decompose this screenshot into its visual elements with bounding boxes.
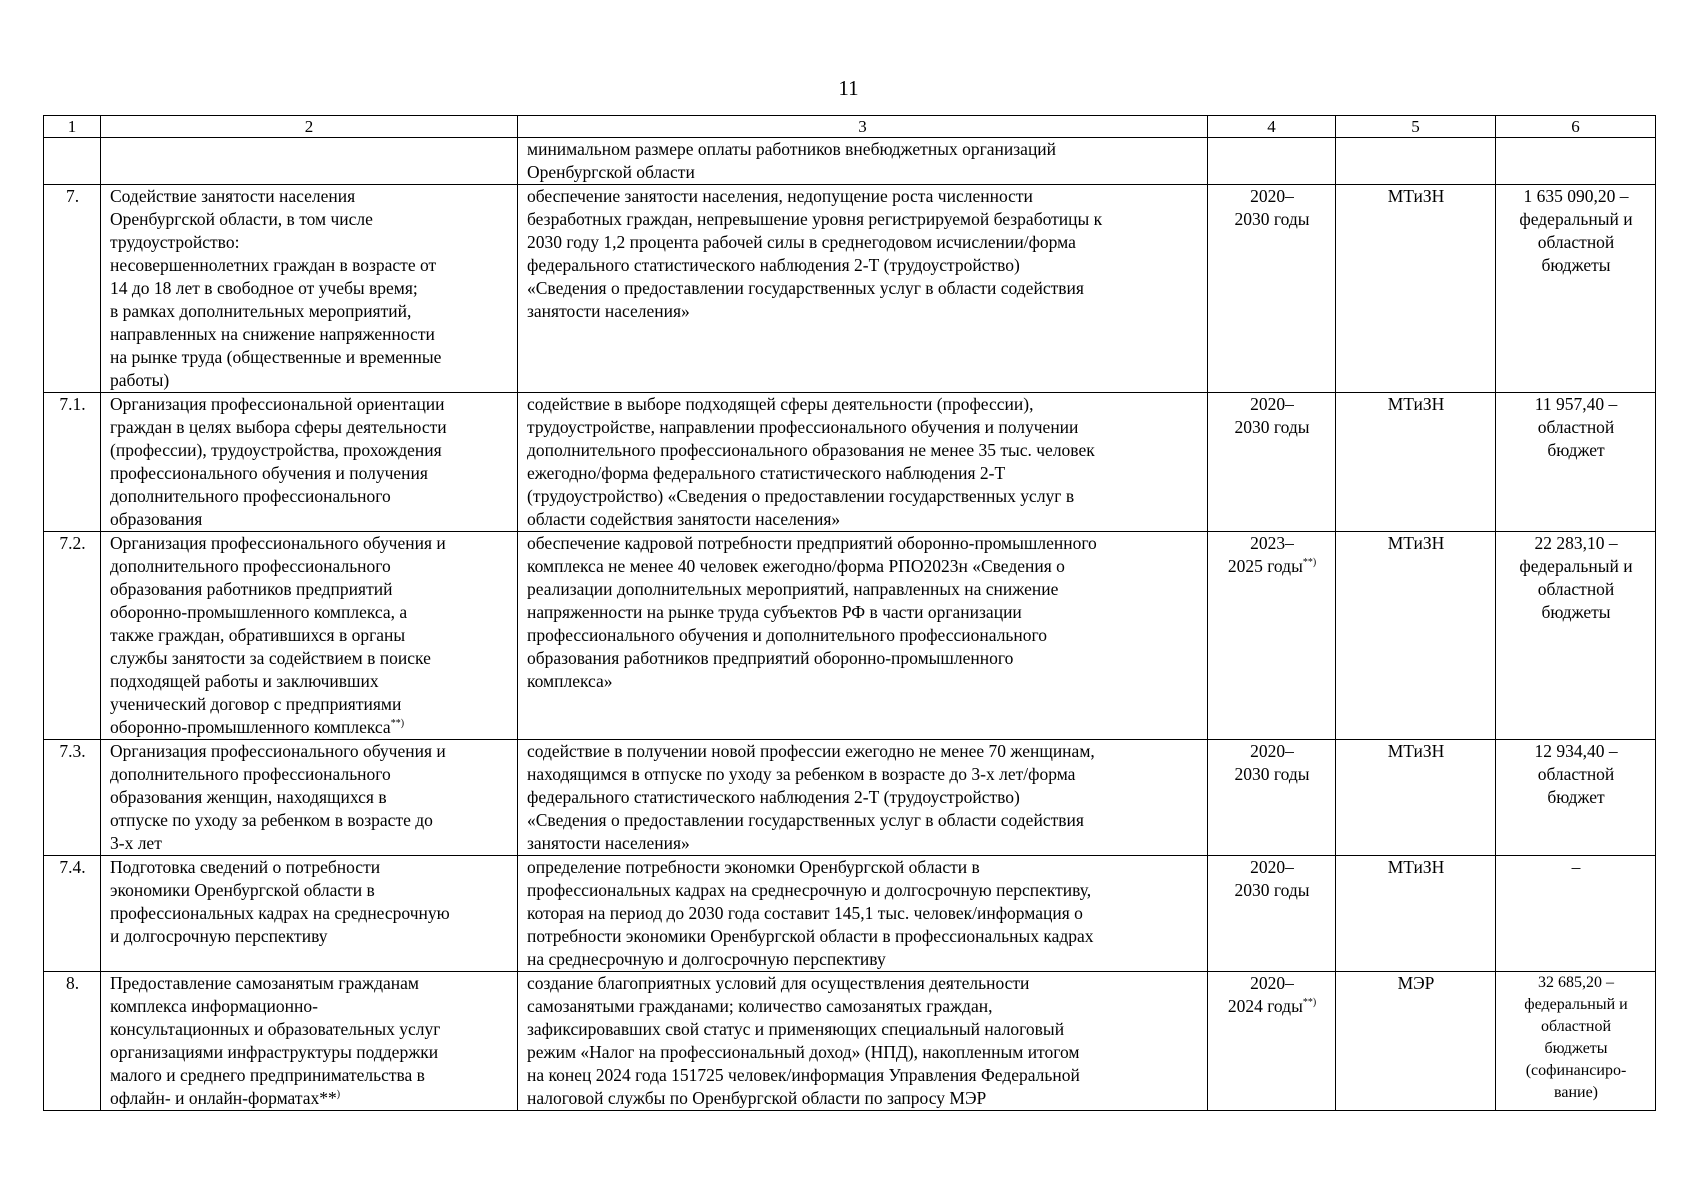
expected-result-line: области содействия занятости населения» (527, 509, 841, 529)
funding (1496, 972, 1656, 1111)
funding-line: областной (1537, 232, 1615, 252)
measure-name-line: направленных на снижение напряженности (110, 324, 435, 344)
expected-result-line: налоговой службы по Оренбургской области по запросу МЭР (527, 1088, 987, 1108)
measure-name-line: ученический договор с предприятиями (110, 694, 402, 714)
executor: МТиЗН (1336, 393, 1496, 532)
funding (1496, 856, 1656, 972)
footnote-mark: **) (390, 718, 405, 729)
measure-name-line: консультационных и образовательных услуг (110, 1019, 441, 1039)
funding (1496, 532, 1656, 740)
item-number: 7.4. (44, 856, 101, 972)
funding-line: федеральный и (1519, 209, 1633, 229)
table-row (44, 138, 1656, 185)
expected-result-line: ежегодно/форма федерального статистического наблюдения 2-Т (527, 463, 1006, 483)
expected-result-line: на конец 2024 года 151725 человек/информация Управления Федеральной (527, 1065, 1080, 1085)
item-number (44, 138, 101, 185)
expected-result-line: реализации дополнительных мероприятий, направленных на снижение (527, 579, 1059, 599)
item-number: 7. (44, 185, 101, 393)
measure-name-line: на рынке труда (общественные и временные (110, 347, 442, 367)
measure-name-line: дополнительного профессионального (110, 486, 391, 506)
expected-result-line: обеспечение кадровой потребности предприятий оборонно-промышленного (527, 533, 1097, 553)
column-number-4: 4 (1208, 116, 1336, 138)
expected-result-line: занятости населения» (527, 301, 690, 321)
funding-line: областной (1537, 764, 1615, 784)
measure-name-line: комплекса информационно- (110, 996, 318, 1016)
expected-result-line: находящимся в отпуске по уходу за ребенком в возрасте до 3-х лет/форма (527, 764, 1076, 784)
executor (1336, 138, 1496, 185)
measure-name-line: Оренбургской области, в том числе (110, 209, 373, 229)
executor: МТиЗН (1336, 532, 1496, 740)
funding-line: областной (1540, 1018, 1612, 1035)
measure-name-line: подходящей работы и заключивших (110, 671, 379, 691)
funding (1496, 740, 1656, 856)
footnote-mark: ) (336, 1089, 341, 1100)
expected-result-line: «Сведения о предоставлении государственных услуг в области содействия (527, 810, 1084, 830)
measure-name-line: Подготовка сведений о потребности (110, 857, 381, 877)
table-row (44, 532, 1656, 740)
expected-result (518, 740, 1208, 856)
measure-name-line: также граждан, обратившихся в органы (110, 625, 406, 645)
expected-result-line: «Сведения о предоставлении государственных услуг в области содействия (527, 278, 1084, 298)
period-line: 2023– (1250, 533, 1294, 553)
expected-result-line: на среднесрочную и долгосрочную перспективу (527, 949, 886, 969)
column-number-3: 3 (518, 116, 1208, 138)
measure-name-line: граждан в целях выбора сферы деятельности (110, 417, 447, 437)
funding (1496, 138, 1656, 185)
expected-result-line: федерального статистического наблюдения 2-Т (трудоустройство) (527, 787, 1020, 807)
funding (1496, 185, 1656, 393)
expected-result-line: профессиональных кадрах на среднесрочную и долгосрочную перспективу, (527, 880, 1092, 900)
implementation-period (1208, 740, 1336, 856)
column-number-2: 2 (101, 116, 518, 138)
expected-result-line: Оренбургской области (527, 162, 695, 182)
funding (1496, 393, 1656, 532)
expected-result-line: содействие в выборе подходящей сферы деятельности (профессии), (527, 394, 1034, 414)
period-line: 2030 годы (1234, 417, 1310, 437)
measure-name-line: отпуске по уходу за ребенком в возрасте до (110, 810, 433, 830)
funding-line: 22 283,10 – (1534, 533, 1618, 553)
measure-name-line: образования работников предприятий (110, 579, 393, 599)
measure-name-line: экономики Оренбургской области в (110, 880, 375, 900)
funding-line: бюджеты (1541, 602, 1611, 622)
table-row (44, 185, 1656, 393)
measure-name-line: образования женщин, находящихся в (110, 787, 387, 807)
expected-result-line: которая на период до 2030 года составит 145,1 тыс. человек/информация о (527, 903, 1083, 923)
measure-name-line: Содействие занятости населения (110, 186, 356, 206)
expected-result-line: федерального статистического наблюдения 2-Т (трудоустройство) (527, 255, 1020, 275)
measure-name (101, 393, 518, 532)
expected-result-line: создание благоприятных условий для осуществления деятельности (527, 973, 1030, 993)
measure-name (101, 740, 518, 856)
measure-name-line: Организация профессиональной ориентации (110, 394, 445, 414)
expected-result-line: комплекса» (527, 671, 613, 691)
program-table (43, 115, 1656, 1111)
implementation-period (1208, 185, 1336, 393)
funding-line: 32 685,20 – (1538, 974, 1614, 991)
funding-line: (софинансиро- (1525, 1062, 1627, 1079)
measure-name-line: (профессии), трудоустройства, прохождения (110, 440, 442, 460)
expected-result-line: образования работников предприятий оборонно-промышленного (527, 648, 1014, 668)
expected-result-line: занятости населения» (527, 833, 690, 853)
table-row (44, 740, 1656, 856)
period-line: 2030 годы (1234, 209, 1310, 229)
measure-name-line: в рамках дополнительных мероприятий, (110, 301, 412, 321)
funding-line: бюджеты (1541, 255, 1611, 275)
measure-name-line: офлайн- и онлайн-форматах**) (110, 1088, 341, 1108)
expected-result-line: трудоустройстве, направлении профессионального обучения и получении (527, 417, 1079, 437)
funding-line: вание) (1554, 1084, 1598, 1101)
funding-line: – (1571, 857, 1581, 877)
measure-name-line: трудоустройство: (110, 232, 240, 252)
period-line: 2020– (1250, 394, 1294, 414)
measure-name-line: малого и среднего предпринимательства в (110, 1065, 425, 1085)
measure-name-line: 14 до 18 лет в свободное от учебы время; (110, 278, 418, 298)
measure-name-line: дополнительного профессионального (110, 556, 391, 576)
expected-result-line: зафиксировавших свой статус и применяющих специальный налоговый (527, 1019, 1065, 1039)
measure-name-line: дополнительного профессионального (110, 764, 391, 784)
funding-line: бюджет (1547, 440, 1605, 460)
period-line: 2020– (1250, 973, 1294, 993)
executor: МТиЗН (1336, 740, 1496, 856)
expected-result (518, 972, 1208, 1111)
expected-result-line: напряженности на рынке труда субъектов РФ в части организации (527, 602, 1022, 622)
period-line: 2025 годы**) (1227, 556, 1317, 576)
funding-line: областной (1537, 417, 1615, 437)
funding-line: 11 957,40 – (1534, 394, 1618, 414)
measure-name-line: организациями инфраструктуры поддержки (110, 1042, 439, 1062)
expected-result-line: профессионального обучения и дополнительного профессионального (527, 625, 1048, 645)
column-number-6: 6 (1496, 116, 1656, 138)
measure-name-line: работы) (110, 370, 170, 390)
funding-line: федеральный и (1524, 996, 1628, 1013)
expected-result (518, 532, 1208, 740)
executor: МТиЗН (1336, 185, 1496, 393)
measure-name-line: службы занятости за содействием в поиске (110, 648, 431, 668)
measure-name-line: профессионального обучения и получения (110, 463, 428, 483)
measure-name (101, 185, 518, 393)
period-line: 2030 годы (1234, 764, 1310, 784)
item-number: 7.1. (44, 393, 101, 532)
page-number: 11 (838, 76, 859, 100)
table-row (44, 856, 1656, 972)
period-line: 2020– (1250, 857, 1294, 877)
expected-result-line: определение потребности экономки Оренбургской области в (527, 857, 980, 877)
period-line: 2020– (1250, 186, 1294, 206)
implementation-period (1208, 856, 1336, 972)
period-line: 2020– (1250, 741, 1294, 761)
expected-result-line: безработных граждан, непревышение уровня регистрируемой безработицы к (527, 209, 1103, 229)
funding-line: 12 934,40 – (1534, 741, 1618, 761)
expected-result (518, 393, 1208, 532)
expected-result-line: потребности экономики Оренбургской области в профессиональных кадрах (527, 926, 1094, 946)
expected-result (518, 856, 1208, 972)
expected-result (518, 185, 1208, 393)
implementation-period (1208, 532, 1336, 740)
expected-result-line: самозанятыми гражданами; количество самозанятых граждан, (527, 996, 993, 1016)
measure-name-line: Организация профессионального обучения и (110, 533, 446, 553)
expected-result-line: комплекса не менее 40 человек ежегодно/форма РПО2023н «Сведения о (527, 556, 1065, 576)
measure-name-line: Организация профессионального обучения и (110, 741, 446, 761)
period-line: 2024 годы**) (1227, 996, 1317, 1016)
funding-line: федеральный и (1519, 556, 1633, 576)
measure-name-line: профессиональных кадрах на среднесрочную (110, 903, 450, 923)
expected-result-line: обеспечение занятости населения, недопущение роста численности (527, 186, 1033, 206)
expected-result-line: (трудоустройство) «Сведения о предоставлении государственных услуг в (527, 486, 1075, 506)
measure-name (101, 856, 518, 972)
period-line: 2030 годы (1234, 880, 1310, 900)
measure-name-line: образования (110, 509, 203, 529)
measure-name (101, 138, 518, 185)
measure-name (101, 532, 518, 740)
measure-name-line: оборонно-промышленного комплекса**) (110, 717, 405, 737)
item-number: 7.3. (44, 740, 101, 856)
expected-result-line: дополнительного профессионального образования не менее 35 тыс. человек (527, 440, 1095, 460)
expected-result-line: 2030 году 1,2 процента рабочей силы в среднегодовом исчислении/форма (527, 232, 1076, 252)
implementation-period (1208, 393, 1336, 532)
expected-result-line: режим «Налог на профессиональный доход» (НПД), накопленным итогом (527, 1042, 1080, 1062)
expected-result-line: минимальном размере оплаты работников внебюджетных организаций (527, 139, 1057, 159)
measure-name-line: и долгосрочную перспективу (110, 926, 328, 946)
table-row (44, 972, 1656, 1111)
implementation-period (1208, 138, 1336, 185)
measure-name-line: оборонно-промышленного комплекса, а (110, 602, 408, 622)
implementation-period (1208, 972, 1336, 1111)
measure-name-line: несовершеннолетних граждан в возрасте от (110, 255, 437, 275)
footnote-mark: **) (1302, 557, 1317, 568)
executor: МЭР (1336, 972, 1496, 1111)
funding-line: бюджеты (1544, 1040, 1608, 1057)
funding-line: областной (1537, 579, 1615, 599)
column-number-5: 5 (1336, 116, 1496, 138)
funding-line: бюджет (1547, 787, 1605, 807)
funding-line: 1 635 090,20 – (1523, 186, 1629, 206)
footnote-mark: **) (1302, 997, 1317, 1008)
column-number-1: 1 (44, 116, 101, 138)
item-number: 7.2. (44, 532, 101, 740)
measure-name-line: 3-х лет (110, 833, 162, 853)
item-number: 8. (44, 972, 101, 1111)
table-row (44, 393, 1656, 532)
expected-result-line: содействие в получении новой профессии ежегодно не менее 70 женщинам, (527, 741, 1095, 761)
measure-name-line: Предоставление самозанятым гражданам (110, 973, 420, 993)
expected-result (518, 138, 1208, 185)
header-row (44, 116, 1656, 138)
measure-name (101, 972, 518, 1111)
executor: МТиЗН (1336, 856, 1496, 972)
